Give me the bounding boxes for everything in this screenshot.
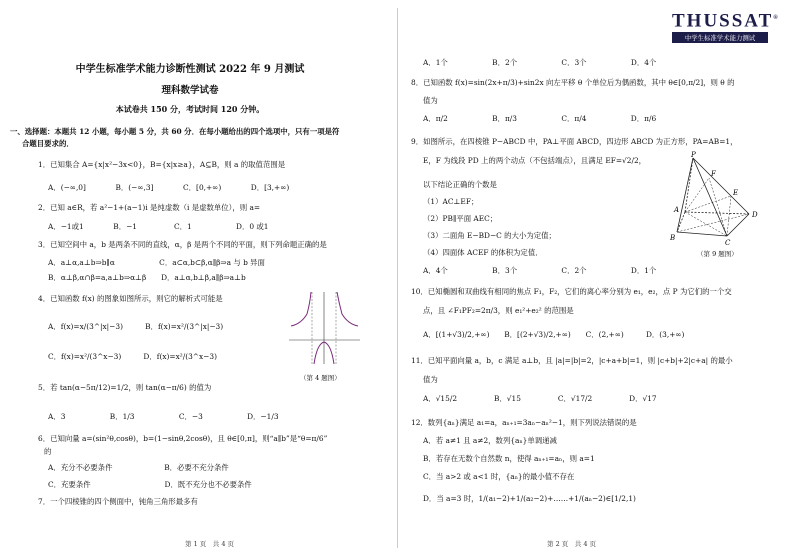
question-8-options: A．π/2 B．π/3 C．π/4 D．π/6 (423, 114, 657, 123)
label-c: C (725, 239, 731, 247)
edge-pb (677, 158, 693, 232)
label-f: F (711, 170, 716, 178)
question-5-options: A．3 B．1/3 C．−3 D．−1/3 (48, 412, 279, 421)
question-7: 7．一个四棱锥的四个侧面中，钝角三角形最多有 (38, 497, 198, 506)
question-4-options-cd: C．f(x)=x²/(3^x−3) D．f(x)=x²/(3^x−3) (48, 352, 217, 361)
edge-pa (685, 158, 693, 212)
section-heading-line-2: 合题目要求的． (22, 139, 74, 148)
exam-title: 中学生标准学术能力诊断性测试 2022 年 9 月测试 (75, 64, 305, 75)
page-1-footer: 第 1 页 共 4 页 (185, 540, 235, 548)
statement-1: （1）AC⊥EF； (423, 197, 479, 206)
question-1: 1．已知集合 A={x|x²−3x<0}，B={x|x≥a}，A⊆B，则 a 的取值范围是 (38, 160, 286, 169)
question-9-options: A．4个 B．3个 C．2个 D．1个 (423, 266, 657, 275)
exam-subject: 理科数学试卷 (161, 85, 219, 96)
statement-4: （4）四面体 ACEF 的体积为定值． (423, 248, 543, 257)
label-a: A (674, 206, 680, 214)
question-12-option-d: D．当 a=3 时，1/(a₁−2)+1/(a₂−2)+……+1/(aₙ−2)∈[1/2,1) (423, 494, 636, 503)
question-2-options: A．−1或1 B．−1 C．1 D．0 或1 (48, 222, 269, 231)
question-12-option-b: B．若存在无数个自然数 n，使得 aₙ₊₁=aₙ，则 a=1 (423, 454, 595, 463)
edge-pc (693, 158, 727, 236)
question-10-continued: 点，且 ∠F₁PF₂=2π/3，则 e₁²+e₂² 的范围是 (423, 306, 574, 315)
exam-info: 本试卷共 150 分，考试时间 120 分钟。 (115, 104, 265, 114)
question-1-options: A．(−∞,0] B．(−∞,3] C．[0,+∞) D．[3,+∞) (48, 183, 290, 192)
question-11-continued: 值为 (423, 375, 438, 384)
question-6-options-cd: C．充要条件 D．既不充分也不必要条件 (48, 480, 252, 489)
figure-4-caption: （第 4 题图） (300, 374, 341, 382)
curve-right (337, 292, 358, 326)
question-10-options: A．[(1+√3)/2,+∞) B．[(2+√3)/2,+∞) C．(2,+∞) D．(3,+∞) (423, 330, 685, 339)
curve-left (291, 292, 311, 326)
question-10: 10．已知椭圆和双曲线有相同的焦点 F₁，F₂，它们的离心率分别为 e₁，e₂，点 P 为它们的一个交 (411, 287, 732, 296)
question-2: 2．已知 a∈R，若 a²−1+(a−1)i 是纯虚数（i 是虚数单位），则 a= (38, 203, 261, 212)
statement-2: （2）PB∥平面 AEC； (423, 214, 498, 223)
question-9-prompt: 以下结论正确的个数是 (423, 180, 497, 189)
thussat-logo (672, 8, 780, 43)
question-11-options: A．√15/2 B．√15 C．√17/2 D．√17 (423, 394, 657, 403)
question-3-options-b: B．α⊥β,α∩β=a,a⊥b⇒α⊥β D．a⊥α,b⊥β,a∥β⇒a⊥b (48, 273, 246, 282)
question-8-continued: 值为 (423, 96, 438, 105)
section-heading-line-1: 一、选择题：本题共 12 小题，每小题 5 分，共 60 分．在每小题给出的四个选项中，只有一项是符 (10, 127, 340, 136)
question-4-options-ab: A．f(x)=x/(3^|x|−3) B．f(x)=x²/(3^|x|−3) (48, 322, 224, 331)
label-e: E (733, 189, 739, 197)
question-8: 8．已知函数 f(x)=sin(2x+π/3)+sin2x 向左平移 θ 个单位后为偶函数，其中 θ∈[0,π/2]，则 θ 的 (411, 78, 735, 87)
question-6-options-ab: A．充分不必要条件 B．必要不充分条件 (48, 463, 229, 472)
label-d: D (752, 211, 758, 219)
figure-9-pyramid (669, 150, 769, 248)
edge-cd (727, 214, 749, 236)
page-2 (397, 0, 794, 558)
segment-ce (727, 196, 731, 236)
question-7-options: A．1个 B．2个 C．3个 D．4个 (423, 58, 657, 67)
logo-tagline: 中学生标准学术能力测试 (672, 32, 768, 43)
question-12-option-c: C．当 a>2 或 a<1 时，{aₙ}的最小值不存在 (423, 472, 575, 481)
segment-af (685, 178, 709, 212)
page-2-footer: 第 2 页 共 4 页 (547, 540, 597, 548)
logo-brand: THUSSAT® (672, 10, 780, 32)
figure-9-caption: （第 9 题图） (697, 250, 738, 258)
statement-3: （3）二面角 E−BD−C 的大小为定值； (423, 231, 556, 240)
question-12-option-a: A．若 a≠1 且 a≠2，数列{aₙ}单调递减 (423, 436, 557, 445)
segment-cf (709, 178, 727, 236)
question-3-options-a: A．a⊥α,a⊥b⇒b∥α C．a⊂α,b⊂β,α∥β⇒a 与 b 异面 (48, 258, 265, 267)
question-6-continued: 的 (44, 447, 52, 456)
question-6: 6．已知向量 a=(sin²θ,cosθ)，b=(1−sinθ,2cosθ)，且 θ∈[0,π]，则“a∥b”是“θ=π/6” (38, 434, 328, 443)
label-p: P (691, 151, 696, 159)
edge-bc (677, 232, 727, 236)
figure-4-graph (287, 288, 362, 366)
question-9-continued: E，F 为线段 PD 上的两个动点（不包括端点），且满足 EF=√2/2， (423, 156, 647, 165)
label-b: B (670, 234, 676, 242)
question-11: 11．已知平面向量 a，b，c 满足 a⊥b，且 |a|=|b|=2，|c+a+b|=1，则 |c+b|+2|c+a| 的最小 (411, 356, 733, 365)
question-4: 4．已知函数 f(x) 的图象如图所示，则它的解析式可能是 (38, 294, 223, 303)
segment-ae (685, 196, 731, 212)
question-3: 3．已知空间中 a，b 是两条不同的直线，α，β 是两个不同的平面，则下列命题正确的是 (38, 240, 327, 249)
question-5: 5．若 tan(α−5π/12)=1/2，则 tan(α−π/6) 的值为 (38, 383, 212, 392)
question-12: 12．数列{aₙ}满足 a₁=a，aₙ₊₁=3aₙ−aₙ²−1，则下列说法错误的是 (411, 418, 637, 427)
question-9: 9．如图所示，在四棱锥 P−ABCD 中，PA⊥平面 ABCD，四边形 ABCD 为正方形，PA=AB=1， (411, 137, 738, 146)
diagonal-bd (677, 214, 749, 232)
edge-pd (693, 158, 749, 214)
